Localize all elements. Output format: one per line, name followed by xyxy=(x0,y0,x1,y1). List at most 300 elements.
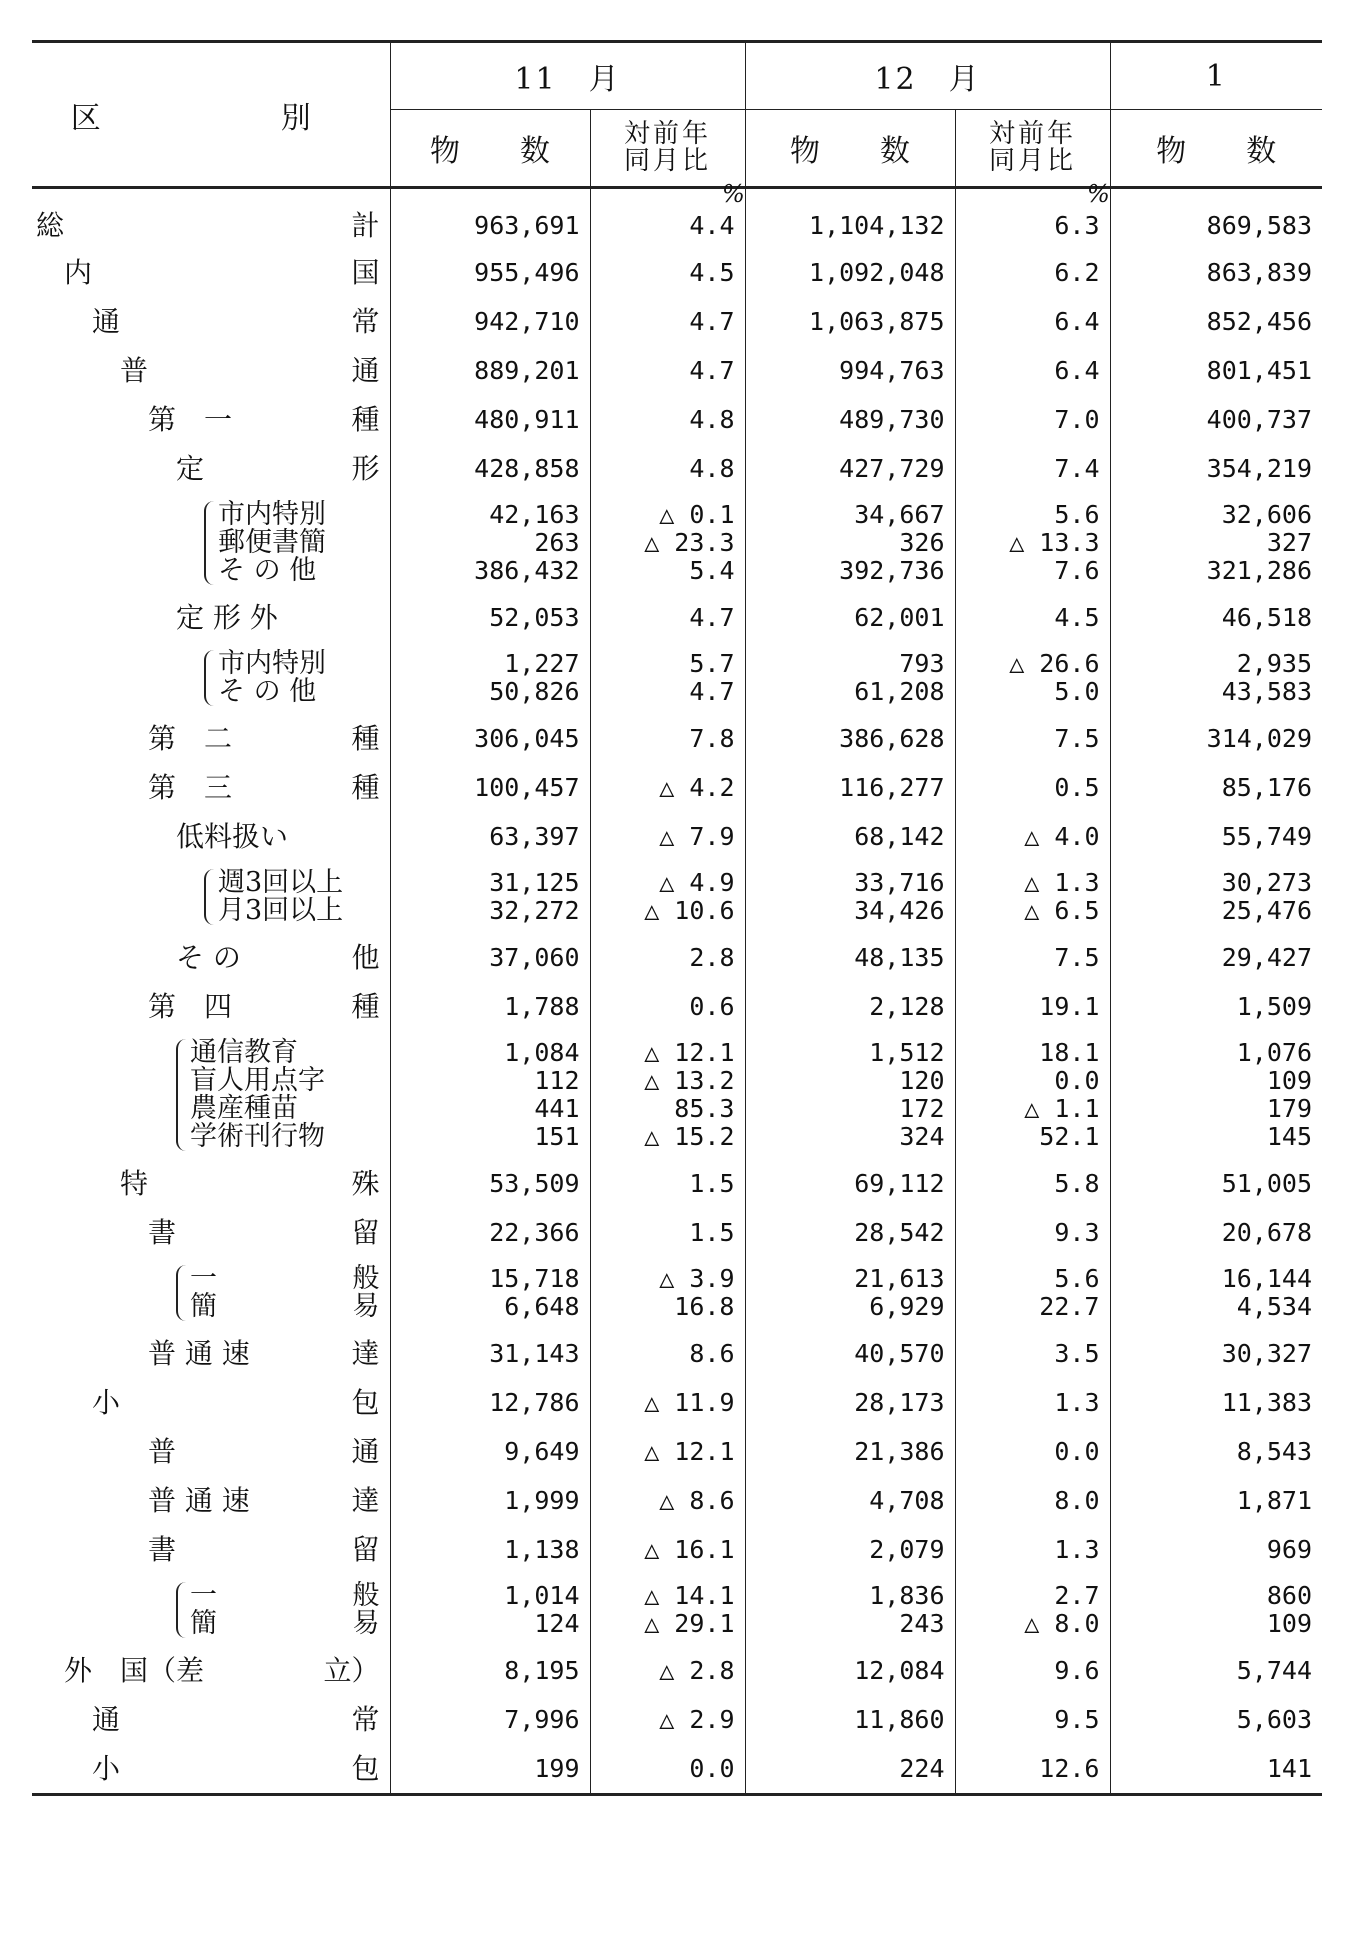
cell-value: △ 12.1 xyxy=(644,1038,735,1067)
count-cell: 354,219 xyxy=(1206,453,1312,483)
cell-lines xyxy=(591,1039,735,1151)
cell-value: 5.7 xyxy=(689,649,735,678)
count-cell: 480,911 xyxy=(390,395,590,444)
label-part: 留 xyxy=(351,1532,380,1566)
cell-value: △ 23.3 xyxy=(644,528,735,557)
cell-value: 441 xyxy=(534,1094,580,1123)
group-lines xyxy=(190,1582,380,1638)
cell-lines xyxy=(591,501,735,585)
group-lines xyxy=(218,869,380,925)
row-label-text xyxy=(32,989,390,1023)
label-part: 包 xyxy=(351,1385,380,1419)
table-row xyxy=(32,1031,1322,1159)
count-header: 物 数 xyxy=(1156,134,1277,169)
table-row xyxy=(32,1208,1322,1257)
mail-volume-table xyxy=(32,40,1322,1796)
label-part: 達 xyxy=(351,1483,380,1517)
ratio-header-line1: 対前年 xyxy=(988,119,1076,149)
count-cell xyxy=(390,1574,590,1646)
count-cell: 428,858 xyxy=(390,444,590,493)
brace-icon xyxy=(204,869,216,925)
cell-value: 32,606 xyxy=(1221,500,1312,529)
cell-lines xyxy=(591,1582,735,1638)
count-cell xyxy=(745,642,955,714)
row-label-text xyxy=(32,940,390,974)
row-label xyxy=(32,1031,390,1159)
ratio-cell xyxy=(955,1031,1110,1159)
cell-lines xyxy=(591,650,735,706)
row-label xyxy=(32,493,390,593)
cell-value: 33,716 xyxy=(854,868,945,897)
label-part: 通信教育 xyxy=(190,1037,298,1068)
cell-value: 5.6 xyxy=(1054,500,1100,529)
ratio-cell: 1.5 xyxy=(590,1208,745,1257)
cell-value: △ 0.1 xyxy=(659,500,735,529)
cell-lines xyxy=(391,1039,580,1151)
label-part: 留 xyxy=(351,1215,380,1249)
row-label-text xyxy=(32,304,390,338)
cell-lines xyxy=(746,1265,945,1321)
label-part: 常 xyxy=(351,1702,380,1736)
cell-lines xyxy=(956,650,1100,706)
cell-lines xyxy=(391,1265,580,1321)
count-cell: 400,737 xyxy=(1206,404,1312,434)
ratio-cell: △ 4.2 xyxy=(590,763,745,812)
cell-value: 16.8 xyxy=(674,1292,735,1321)
cell-lines xyxy=(1111,501,1313,585)
table-row xyxy=(32,1257,1322,1329)
cell-value: 21,613 xyxy=(854,1264,945,1293)
cell-value: 6,648 xyxy=(504,1292,580,1321)
count-cell: 20,678 xyxy=(1221,1217,1312,1247)
ratio-cell: 4.7 xyxy=(590,346,745,395)
group-lines xyxy=(218,501,380,585)
label-part: 国 xyxy=(351,255,380,289)
label-part: そ の 他 xyxy=(218,676,317,707)
count-cell: 31,143 xyxy=(390,1329,590,1378)
ratio-cell: △ 2.8 xyxy=(590,1646,745,1695)
cell-value: 4.7 xyxy=(689,677,735,706)
count-cell: 28,173 xyxy=(745,1378,955,1427)
count-cell: 12,084 xyxy=(745,1646,955,1695)
cell-value: 386,432 xyxy=(474,556,580,585)
label-part: 内 xyxy=(64,255,93,289)
row-label-text xyxy=(32,1434,390,1468)
count-cell: 869,583 xyxy=(1206,210,1312,240)
brace-icon xyxy=(176,1582,188,1638)
label-part: 包 xyxy=(351,1751,380,1785)
row-label xyxy=(32,1329,390,1378)
cell-value: 85.3 xyxy=(674,1094,735,1123)
count-cell: 28,542 xyxy=(745,1208,955,1257)
count-cell: 141 xyxy=(1266,1753,1312,1783)
label-part: 第 二 xyxy=(148,721,233,755)
cell-value: 34,426 xyxy=(854,896,945,925)
label-part: 簡 xyxy=(190,1291,217,1322)
ratio-cell: 9.6 xyxy=(955,1646,1110,1695)
ratio-cell xyxy=(590,1257,745,1329)
row-label xyxy=(32,1159,390,1208)
row-label xyxy=(32,812,390,861)
label-part: 種 xyxy=(351,989,380,1023)
cell-value: 392,736 xyxy=(839,556,945,585)
count-cell: 37,060 xyxy=(390,933,590,982)
group-item-label xyxy=(190,1610,380,1638)
row-label xyxy=(32,1646,390,1695)
ratio-cell xyxy=(590,1031,745,1159)
group-item-label xyxy=(218,501,380,529)
count-cell xyxy=(390,1257,590,1329)
label-part: 小 xyxy=(92,1385,121,1419)
count-cell: 22,366 xyxy=(390,1208,590,1257)
ratio-cell: 7.0 xyxy=(955,395,1110,444)
count-cell: 8,195 xyxy=(390,1646,590,1695)
count-cell xyxy=(1110,1574,1322,1646)
count-cell: 1,871 xyxy=(1236,1485,1312,1515)
count-cell: 52,053 xyxy=(390,593,590,642)
count-cell: 306,045 xyxy=(390,714,590,763)
label-part: 形 xyxy=(351,451,380,485)
label-part: 易 xyxy=(352,1608,380,1639)
table-row xyxy=(32,982,1322,1031)
row-label-text xyxy=(32,1702,390,1736)
ratio-cell: △ 4.0 xyxy=(955,812,1110,861)
row-label xyxy=(32,395,390,444)
count-cell: 7,996 xyxy=(390,1695,590,1744)
count-cell: 68,142 xyxy=(745,812,955,861)
cell-value: 5.4 xyxy=(689,556,735,585)
cell-value: 31,125 xyxy=(489,868,580,897)
count-cell: 11,383 xyxy=(1221,1387,1312,1417)
row-label xyxy=(32,933,390,982)
count-cell: 994,763 xyxy=(745,346,955,395)
group-item-label xyxy=(190,1123,380,1151)
count-cell: 1,104,132 xyxy=(745,188,955,249)
ratio-header-line2: 同月比 xyxy=(988,146,1076,176)
month-header-dec: 12 月 xyxy=(745,42,1110,110)
cell-value: 7.6 xyxy=(1054,556,1100,585)
label-part: 定 xyxy=(176,451,205,485)
label-part: 特 xyxy=(120,1166,149,1200)
count-cell xyxy=(745,1574,955,1646)
table-row xyxy=(32,1329,1322,1378)
cell-value: 326 xyxy=(899,528,945,557)
row-label xyxy=(32,642,390,714)
ratio-cell: 0.0 xyxy=(955,1427,1110,1476)
ratio-cell: △ 16.1 xyxy=(590,1525,745,1574)
cell-value: 124 xyxy=(534,1609,580,1638)
group-item-label xyxy=(190,1095,380,1123)
table-row xyxy=(32,297,1322,346)
group-item-label xyxy=(190,1293,380,1321)
count-cell: 852,456 xyxy=(1206,306,1312,336)
cell-value: 1,014 xyxy=(504,1581,580,1610)
cell-value: 15,718 xyxy=(489,1264,580,1293)
row-label xyxy=(32,861,390,933)
row-label xyxy=(32,763,390,812)
table-row xyxy=(32,763,1322,812)
row-label xyxy=(32,982,390,1031)
row-label xyxy=(32,1574,390,1646)
ratio-cell: 4.7 xyxy=(590,297,745,346)
count-cell: 12,786 xyxy=(390,1378,590,1427)
count-cell: 51,005 xyxy=(1221,1168,1312,1198)
ratio-cell: 6.4 xyxy=(955,346,1110,395)
cell-value: △ 29.1 xyxy=(644,1609,735,1638)
cell-value: 4,534 xyxy=(1236,1292,1312,1321)
count-cell: 9,649 xyxy=(390,1427,590,1476)
cell-value: 1,076 xyxy=(1236,1038,1312,1067)
label-part: 達 xyxy=(351,1336,380,1370)
cell-value: 179 xyxy=(1266,1094,1312,1123)
cell-lines xyxy=(746,650,945,706)
count-cell: 942,710 xyxy=(390,297,590,346)
row-label xyxy=(32,297,390,346)
table-row xyxy=(32,395,1322,444)
ratio-cell xyxy=(590,642,745,714)
cell-value: 42,163 xyxy=(489,500,580,529)
cell-lines xyxy=(746,1039,945,1151)
table-row xyxy=(32,188,1322,249)
table-row xyxy=(32,1695,1322,1744)
ratio-cell: △ 2.9 xyxy=(590,1695,745,1744)
ratio-cell: 6.4 xyxy=(955,297,1110,346)
label-part: 郵便書簡 xyxy=(218,527,326,558)
row-label xyxy=(32,1695,390,1744)
group-item-label xyxy=(190,1582,380,1610)
group-label xyxy=(32,1265,390,1321)
cell-value: 6,929 xyxy=(869,1292,945,1321)
ratio-cell: 3.5 xyxy=(955,1329,1110,1378)
cell-value: △ 10.6 xyxy=(644,896,735,925)
group-label xyxy=(32,1582,390,1638)
label-part: 学術刊行物 xyxy=(190,1121,325,1152)
cell-value: 1,084 xyxy=(504,1038,580,1067)
label-part: 第 三 xyxy=(148,770,233,804)
cell-lines xyxy=(956,869,1100,925)
cell-value: 172 xyxy=(899,1094,945,1123)
ratio-cell: 8.6 xyxy=(590,1329,745,1378)
cell-lines xyxy=(956,1039,1100,1151)
count-cell: 5,744 xyxy=(1236,1655,1312,1685)
cell-value: 321,286 xyxy=(1206,556,1312,585)
row-label xyxy=(32,1208,390,1257)
ratio-cell: 7.8 xyxy=(590,714,745,763)
ratio-cell: 0.0 xyxy=(590,1744,745,1795)
count-cell xyxy=(1110,493,1322,593)
cell-lines xyxy=(391,501,580,585)
group-label xyxy=(32,1039,390,1151)
label-part: 通 xyxy=(92,1702,121,1736)
brace-icon xyxy=(204,650,216,706)
cell-lines xyxy=(956,1265,1100,1321)
cell-value: △ 13.2 xyxy=(644,1066,735,1095)
row-label-text xyxy=(32,1215,390,1249)
label-part: 殊 xyxy=(351,1166,380,1200)
ratio-header-line2: 同月比 xyxy=(623,146,711,176)
label-part: 通 xyxy=(351,353,380,387)
count-cell: 5,603 xyxy=(1236,1704,1312,1734)
ratio-cell: 7.4 xyxy=(955,444,1110,493)
ratio-cell xyxy=(955,861,1110,933)
count-cell: 30,327 xyxy=(1221,1338,1312,1368)
cell-lines xyxy=(591,1265,735,1321)
table-row xyxy=(32,1427,1322,1476)
cell-value: 34,667 xyxy=(854,500,945,529)
table-row xyxy=(32,1378,1322,1427)
label-part: 普 通 速 xyxy=(148,1483,250,1517)
row-label-text xyxy=(32,208,390,242)
cell-lines xyxy=(1111,1039,1313,1151)
ratio-cell: 19.1 xyxy=(955,982,1110,1031)
ratio-header-line1: 対前年 xyxy=(623,119,711,149)
ratio-cell: 0.5 xyxy=(955,763,1110,812)
brace-icon xyxy=(176,1265,188,1321)
ratio-cell: 4.8 xyxy=(590,395,745,444)
count-cell: 1,092,048 xyxy=(745,248,955,297)
table-row xyxy=(32,1744,1322,1795)
cell-value: 860 xyxy=(1266,1581,1312,1610)
count-cell: 40,570 xyxy=(745,1329,955,1378)
count-cell xyxy=(390,493,590,593)
ratio-cell: 4.5 xyxy=(590,248,745,297)
label-part: 般 xyxy=(352,1263,380,1294)
row-label-text xyxy=(32,819,390,853)
count-cell: 955,496 xyxy=(390,248,590,297)
label-part: 月3回以上 xyxy=(218,895,344,926)
row-label-text xyxy=(32,402,390,436)
row-label-text xyxy=(32,770,390,804)
table-row xyxy=(32,861,1322,933)
count-cell: 4,708 xyxy=(745,1476,955,1525)
row-label-text xyxy=(32,1653,390,1687)
ratio-cell: 8.0 xyxy=(955,1476,1110,1525)
cell-value: 109 xyxy=(1266,1066,1312,1095)
cell-value: △ 6.5 xyxy=(1024,896,1100,925)
ratio-cell xyxy=(955,1574,1110,1646)
count-cell: 85,176 xyxy=(1221,772,1312,802)
row-label-text xyxy=(32,1385,390,1419)
count-cell: 21,386 xyxy=(745,1427,955,1476)
cell-value: 324 xyxy=(899,1122,945,1151)
count-cell xyxy=(745,1031,955,1159)
row-label xyxy=(32,1427,390,1476)
cell-value: 18.1 xyxy=(1039,1038,1100,1067)
label-part: 普 xyxy=(120,353,149,387)
ratio-cell xyxy=(590,1574,745,1646)
label-part: 通 xyxy=(351,1434,380,1468)
label-part: 低料扱い xyxy=(176,819,289,853)
label-part: 立） xyxy=(323,1653,380,1687)
label-part: そ の 他 xyxy=(218,555,317,586)
row-label-text xyxy=(32,1483,390,1517)
cell-value: △ 1.1 xyxy=(1024,1094,1100,1123)
cell-lines xyxy=(1111,650,1313,706)
cell-value: 25,476 xyxy=(1221,896,1312,925)
ratio-cell: 0.6 xyxy=(590,982,745,1031)
group-label xyxy=(32,869,390,925)
cell-value: 52.1 xyxy=(1039,1122,1100,1151)
cell-lines xyxy=(1111,869,1313,925)
cell-lines xyxy=(956,1582,1100,1638)
cell-value: 120 xyxy=(899,1066,945,1095)
brace-icon xyxy=(176,1039,188,1151)
table-header xyxy=(32,42,1322,188)
label-part: 他 xyxy=(351,940,380,974)
ratio-cell: 7.5 xyxy=(955,714,1110,763)
ratio-cell: 6.3 xyxy=(955,188,1110,249)
count-cell: 1,788 xyxy=(390,982,590,1031)
label-part: 般 xyxy=(352,1580,380,1611)
cell-value: △ 14.1 xyxy=(644,1581,735,1610)
month-header-nov: 11 月 xyxy=(390,42,745,110)
row-label xyxy=(32,188,390,249)
group-lines xyxy=(190,1039,380,1151)
ratio-cell: 1.5 xyxy=(590,1159,745,1208)
count-cell: 55,749 xyxy=(1221,821,1312,851)
count-cell: 8,543 xyxy=(1236,1436,1312,1466)
cell-value: △ 13.3 xyxy=(1009,528,1100,557)
row-label-text xyxy=(32,451,390,485)
row-label xyxy=(32,1744,390,1795)
row-label-text xyxy=(32,1336,390,1370)
cell-value: 145 xyxy=(1266,1122,1312,1151)
label-part: 通 xyxy=(92,304,121,338)
count-cell xyxy=(390,1031,590,1159)
group-item-label xyxy=(218,650,380,678)
cell-value: 5.0 xyxy=(1054,677,1100,706)
row-label-text xyxy=(32,255,390,289)
row-label xyxy=(32,1378,390,1427)
table-row xyxy=(32,714,1322,763)
count-cell: 199 xyxy=(390,1744,590,1795)
count-cell: 863,839 xyxy=(1206,257,1312,287)
row-label xyxy=(32,593,390,642)
label-part: 農産種苗 xyxy=(190,1093,298,1124)
row-label xyxy=(32,1525,390,1574)
count-cell xyxy=(1110,1257,1322,1329)
table-row xyxy=(32,346,1322,395)
label-part: 市内特別 xyxy=(218,648,326,679)
count-cell: 314,029 xyxy=(1206,723,1312,753)
ratio-cell: 1.3 xyxy=(955,1525,1110,1574)
group-item-label xyxy=(218,869,380,897)
cell-value: △ 26.6 xyxy=(1009,649,1100,678)
count-header: 物 数 xyxy=(745,110,955,188)
cell-value: 22.7 xyxy=(1039,1292,1100,1321)
cell-value: 112 xyxy=(534,1066,580,1095)
ratio-cell: 4.7 xyxy=(590,593,745,642)
cell-value: 5.6 xyxy=(1054,1264,1100,1293)
group-lines xyxy=(190,1265,380,1321)
count-cell: 116,277 xyxy=(745,763,955,812)
count-cell: 29,427 xyxy=(1221,942,1312,972)
group-label xyxy=(32,650,390,706)
count-cell xyxy=(390,861,590,933)
group-item-label xyxy=(218,557,380,585)
ratio-cell: △ 12.1 xyxy=(590,1427,745,1476)
cell-value: 109 xyxy=(1266,1609,1312,1638)
cell-value: 32,272 xyxy=(489,896,580,925)
table-row xyxy=(32,1646,1322,1695)
group-item-label xyxy=(218,529,380,557)
cell-value: 61,208 xyxy=(854,677,945,706)
label-part: 総 xyxy=(36,208,65,242)
table-row xyxy=(32,248,1322,297)
count-cell xyxy=(1110,861,1322,933)
table-row xyxy=(32,493,1322,593)
category-header: 区 別 xyxy=(32,42,390,188)
